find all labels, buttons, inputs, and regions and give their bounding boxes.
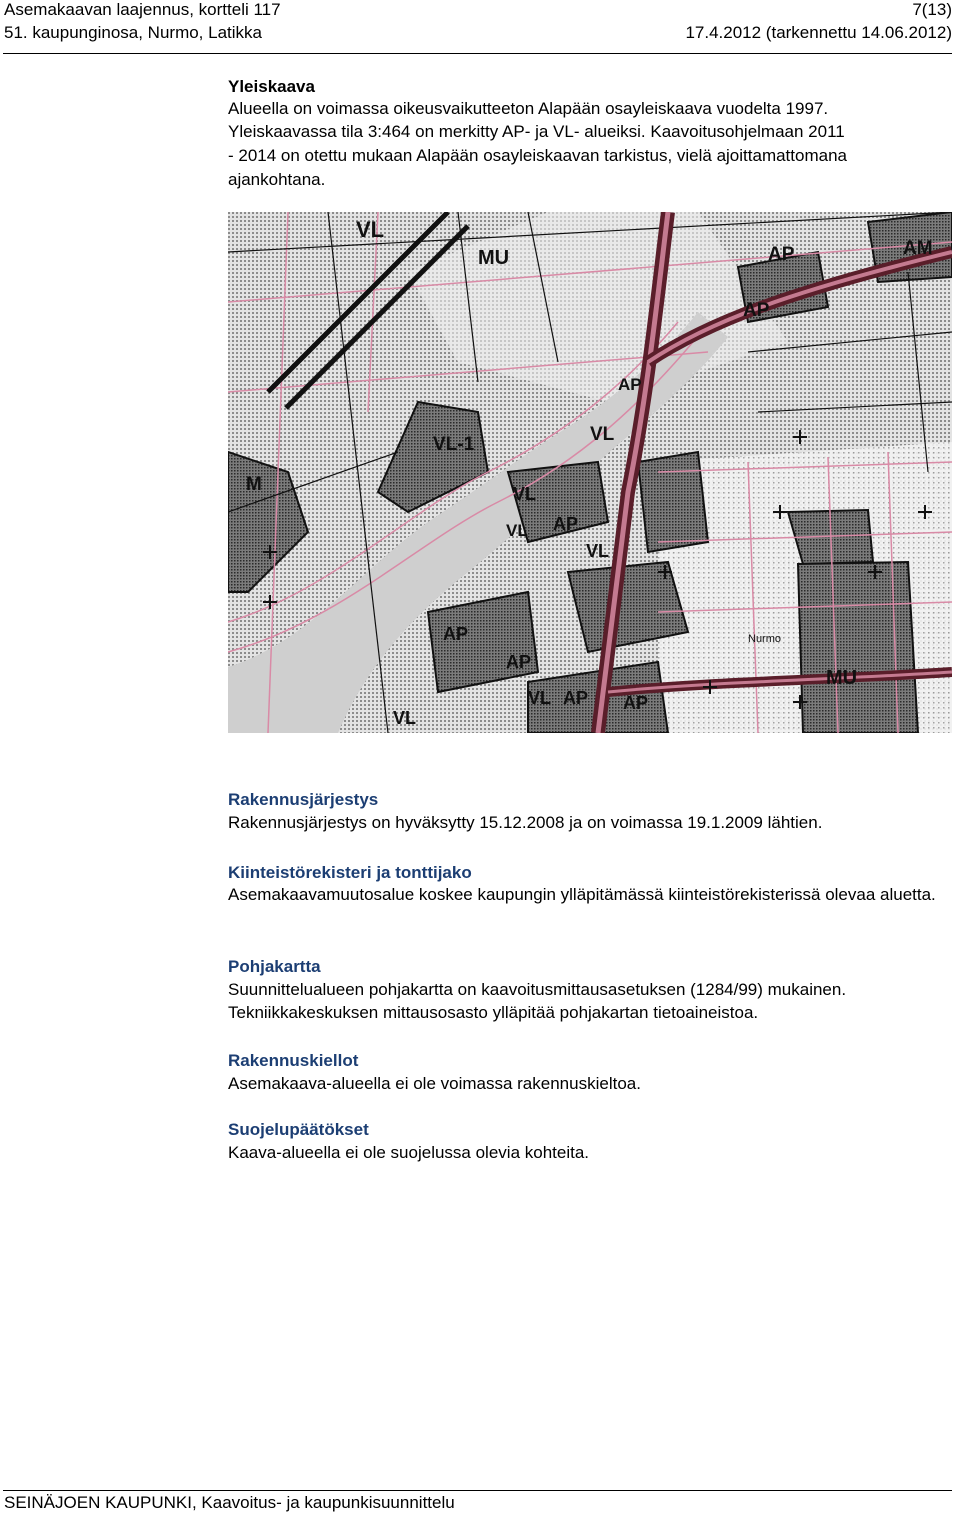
yleiskaava-line-2: Yleiskaavassa tila 3:464 on merkitty AP- ja VL- alueiksi. Kaavoitusohjelmaan 2011	[228, 122, 845, 141]
map-label-vl-top: VL	[356, 217, 385, 242]
map-label-ap-5: AP	[506, 652, 532, 672]
rakennuskiellot-heading: Rakennuskiellot	[228, 1051, 359, 1070]
map-block-vl-1	[638, 452, 708, 552]
map-label-vl-minus-1: VL-1	[433, 434, 475, 455]
map-label-vl-6: VL	[393, 708, 417, 728]
pohjakartta-line-1: Suunnittelualueen pohjakartta on kaavoitusmittausasetuksen (1284/99) mukainen.	[228, 980, 847, 999]
map-label-mu-bottom: MU	[826, 667, 858, 689]
map-label-m: M	[246, 474, 262, 495]
map-label-ap-4: AP	[443, 624, 469, 644]
rakennusjarjestys-heading: Rakennusjärjestys	[228, 790, 379, 809]
pohjakartta-heading: Pohjakartta	[228, 957, 321, 976]
map-label-vl-1: VL	[590, 424, 615, 445]
map-label-nurmo: Nurmo	[748, 633, 782, 645]
kiinteistorekisteri-heading: Kiinteistörekisteri ja tonttijako	[228, 863, 472, 882]
yleiskaava-line-4: ajankohtana.	[228, 170, 326, 189]
footer-text: SEINÄJOEN KAUPUNKI, Kaavoitus- ja kaupunkisuunnittelu	[4, 1493, 455, 1512]
yleiskaava-line-3: - 2014 on otettu mukaan Alapään osayleiskaavan tarkistus, vielä ajoittamattomana	[228, 146, 847, 165]
map-label-vl-4: VL	[586, 541, 610, 561]
suojelupaatokset-text: Kaava-alueella ei ole suojelussa olevia kohteita.	[228, 1143, 590, 1162]
pohjakartta-line-2: Tekniikkakeskuksen mittausosasto ylläpitää pohjakartan tietoaineistoa.	[228, 1003, 759, 1022]
rakennuskiellot-text: Asemakaava-alueella ei ole voimassa rakennuskieltoa.	[228, 1074, 641, 1093]
osayleiskaava-map	[228, 212, 952, 733]
yleiskaava-heading: Yleiskaava	[228, 77, 315, 96]
map-label-vl-2: VL	[513, 484, 537, 504]
map-label-mu-top: MU	[478, 247, 510, 269]
header-rule	[3, 53, 952, 54]
document-date: 17.4.2012 (tarkennettu 14.06.2012)	[685, 23, 952, 42]
map-label-ap-1: AP	[768, 244, 795, 265]
kiinteistorekisteri-text: Asemakaavamuutosalue koskee kaupungin ylläpitämässä kiinteistörekisterissä olevaa aluetta.	[228, 885, 936, 904]
document-title: Asemakaavan laajennus, kortteli 117	[4, 0, 281, 19]
footer-rule	[3, 1490, 952, 1491]
map-label-ap-2: AP	[743, 300, 770, 321]
map-label-ap-3: AP	[553, 514, 579, 534]
map-label-ap-7: AP	[563, 688, 589, 708]
yleiskaava-line-1: Alueella on voimassa oikeusvaikutteeton Alapään osayleiskaava vuodelta 1997.	[228, 99, 829, 118]
map-label-am: AM	[903, 238, 933, 259]
document-subtitle: 51. kaupunginosa, Nurmo, Latikka	[4, 23, 262, 42]
map-label-vl-5: VL	[528, 688, 552, 708]
map-label-vl-3: VL	[506, 521, 528, 540]
page-number: 7(13)	[912, 0, 952, 19]
map-label-ap-6: AP	[623, 693, 649, 713]
map-label-ap-road: AP	[618, 375, 642, 394]
rakennusjarjestys-text: Rakennusjärjestys on hyväksytty 15.12.2008 ja on voimassa 19.1.2009 lähtien.	[228, 813, 823, 832]
map-block-ap-2	[798, 562, 918, 733]
suojelupaatokset-heading: Suojelupäätökset	[228, 1120, 369, 1139]
